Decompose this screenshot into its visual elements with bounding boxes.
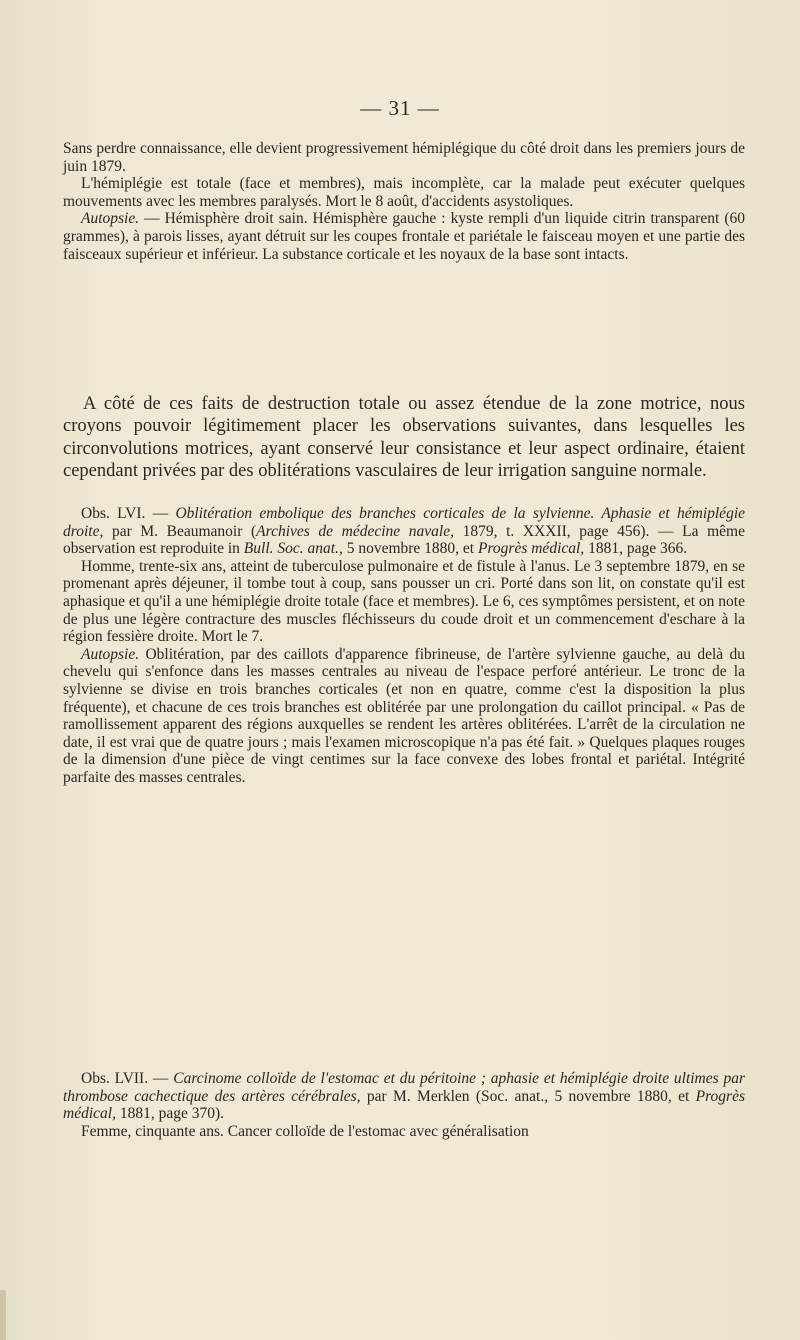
obs-lvi-heading: [63, 505, 745, 558]
case-intro: [63, 140, 745, 263]
obs-lvii-dash: —: [148, 1070, 174, 1087]
obs-lvii-heading: [63, 1070, 745, 1123]
obs-lvi-source-detail: 1879, t. XXXII, page 456). — La même observation est reproduite in: [63, 522, 745, 558]
obs-lvi-autopsy-text: Oblitération, par des caillots d'apparence fibrineuse, de l'artère sylvienne gauche, au delà du chevelu qui s'enfonce dans les masses centrales au niveau de l'espace perforé antérieur. Le tronc de la sylvienne se divise en trois branches corticales (et non en quatre, comme c'est la disposition la plus fréquente), et chacune de ces trois branches est oblitérée par une prolongation du caillot principal. « Pas de ramollissement apparent des régions auxquelles se rendent les artères oblitérées. L'arrêt de la circulation ne date, il est vrai que de quatre jours ; mais l'examen microscopique n'a pas été fait. » Quelques plaques rouges de la dimension d'une pièce de vingt centimes sur la face convexe des lobes frontal et pariétal. Intégrité parfaite des masses centrales.: [63, 645, 745, 786]
commentary-paragraph: A côté de ces faits de destruction totale ou assez étendue de la zone motrice, nous croyons pouvoir légitimement placer les observations suivantes, dans lesquelles les circonvolutions motrices, ayant conservé leur consistance et leur aspect ordinaire, étaient cependant privées par des oblitérations vasculaires de leur irrigation sanguine normale.: [63, 394, 745, 481]
observation-lvi: [63, 505, 745, 787]
obs-lvii-progres: Progrès médical,: [63, 1087, 745, 1123]
obs-lvi-label: Obs. LVI.: [81, 505, 146, 522]
obs-lvi-dash: —: [145, 505, 176, 522]
autopsy-label: Autopsie.: [81, 210, 140, 228]
obs-lvii-author: par M. Merklen (Soc. anat., 5 novembre 1880, et: [360, 1087, 696, 1105]
obs-lvi-progres-detail: 1881, page 366.: [584, 540, 688, 558]
obs-lvi-bull-detail: 5 novembre 1880, et: [342, 540, 478, 558]
case-intro-paragraph-2: L'hémiplégie est totale (face et membres), mais incomplète, car la malade peut exécuter quelques mouvements avec les membres paralysés. Mort le 8 août, d'accidents asystoliques.: [63, 175, 745, 210]
obs-lvi-title: Oblitération embolique des branches corticales de la sylvienne. Aphasie et hémiplégie droite,: [63, 505, 745, 540]
obs-lvii-clinical: Femme, cinquante ans. Cancer colloïde de l'estomac avec généralisation: [81, 1122, 529, 1140]
obs-lvi-source: Archives de médecine navale,: [256, 522, 454, 540]
obs-lvi-autopsy: [63, 646, 745, 787]
obs-lvi-bull: Bull. Soc. anat.,: [243, 540, 343, 558]
obs-lvi-author: par M. Beaumanoir (: [103, 522, 257, 540]
page-number: — 31 —: [360, 96, 440, 120]
obs-lvii-label: Obs. LVII.: [81, 1070, 149, 1087]
case-intro-paragraph-1: Sans perdre connaissance, elle devient progressivement hémiplégique du côté droit dans les premiers jours de juin 1879.: [63, 140, 745, 175]
obs-lvi-clinical: Homme, trente-six ans, atteint de tuberculose pulmonaire et de fistule à l'anus. Le 3 septembre 1879, en se promenant après déjeuner, il tombe tout à coup, sans pousser un cri. Porté dans son lit, on constate qu'il est aphasique et qu'il a une hémiplégie droite totale (face et membres). Le 6, ces symptômes persistent, et on note de plus une légère contracture des muscles fléchisseurs du coude droit et un commencement d'eschare à la région fessière droite. Mort le 7.: [63, 557, 745, 646]
observation-lvii: [63, 1070, 745, 1140]
obs-lvii-progres-detail: 1881, page 370).: [115, 1105, 224, 1123]
obs-lvi-progres: Progrès médical,: [478, 540, 585, 558]
page-edge-shadow: [0, 1290, 6, 1340]
autopsy-text: — Hémisphère droit sain. Hémisphère gauche : kyste rempli d'un liquide citrin transparent (60 grammes), à parois lisses, ayant détruit sur les coupes frontale et pariétale le faisceau moyen et une partie des faisceaux supérieur et inférieur. La substance corticale et les noyaux de la base sont intacts.: [63, 210, 745, 263]
obs-lvi-autopsy-label: Autopsie.: [81, 645, 140, 663]
obs-lvii-title: Carcinome colloïde de l'estomac et du péritoine ; aphasie et hémiplégie droite ultimes par thrombose cachectique des artères cérébrales,: [63, 1070, 746, 1105]
case-intro-autopsy: [63, 210, 745, 263]
